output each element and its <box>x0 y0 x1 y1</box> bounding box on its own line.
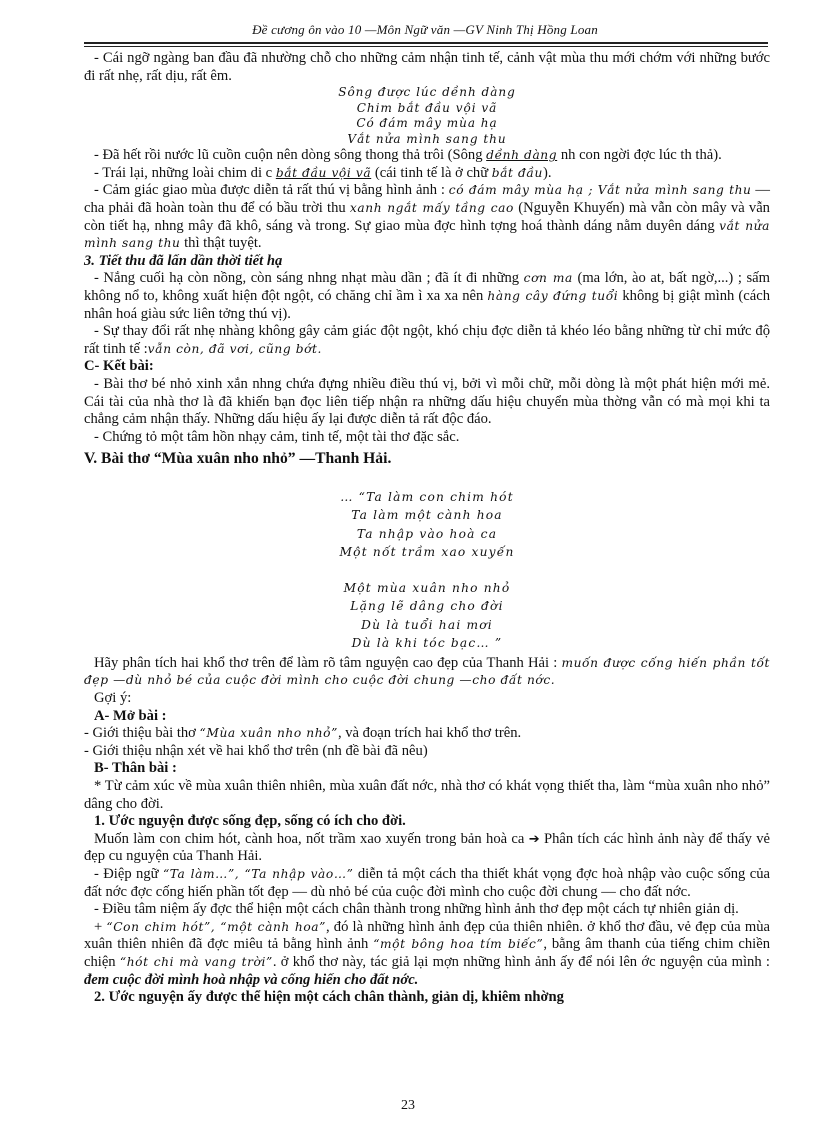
text: - Điệp ngữ <box>94 866 163 882</box>
poem-line: Ta làm một cành hoa <box>351 508 503 523</box>
poem-sang-thu <box>84 85 770 147</box>
emphasis: cơn ma <box>523 271 573 286</box>
paragraph-river <box>84 147 770 165</box>
poem-line: Dù là khi tóc bạc… ” <box>351 636 503 651</box>
heading-goi-y: Gợi ý: <box>94 690 132 707</box>
text: — cha phải đã hoàn toàn thu để có bầu trời thu <box>84 182 770 216</box>
text: . ở khổ thơ này, tác giả lại mợn những hình ảnh ấy để nói lên ớc nguyện của mình : <box>272 953 770 970</box>
poem-mua-xuan-stanza-1 <box>84 488 770 562</box>
text: (cái tinh tế là ở chữ <box>371 164 492 181</box>
emphasis: có đám mây mùa hạ ; Vắt nửa mình sang thu <box>448 183 752 198</box>
paragraph-task <box>84 655 770 690</box>
poem-line: Sông được lúc dềnh dàng <box>338 85 516 100</box>
paragraph-transition <box>84 182 770 252</box>
paragraph-mo-bai-1 <box>84 725 770 743</box>
text: không bị giật mình (cách nhân hoá giàu sức liên tởng thú vị). <box>84 287 770 322</box>
page-header: Đề cương ôn vào 10 —Môn Ngữ văn —GV Ninh Thị Hồng Loan <box>252 22 598 37</box>
poem-line: Một nốt trầm xao xuyến <box>339 545 515 560</box>
heading-2: 2. Ước nguyện ấy được thể hiện một cách chân thành, giản dị, khiêm nhờng <box>94 989 564 1006</box>
paragraph-intro: - Cái ngỡ ngàng ban đầu đã nhường chỗ cho những cảm nhận tinh tế, cảnh vật mùa thu mới chớm với những bước đi rất nhẹ, rất dịu, rất êm. <box>84 50 770 84</box>
section-v-title: V. Bài thơ “Mùa xuân nho nhỏ” —Thanh Hải. <box>84 450 392 468</box>
text: - Giới thiệu bài thơ <box>84 725 200 742</box>
text: Hãy phân tích hai khổ thơ trên để làm rõ tâm nguyện cao đẹp của Thanh Hải : <box>94 654 562 671</box>
page-content <box>84 50 770 1007</box>
text: diễn tả một cách tha thiết khát vọng đợc hoà nhập vào cuộc sống của đất nớc đợc cống hiến phần tốt đẹp — dù nhỏ bé của cuộc đời mình cho cuộc đời chung — cho đất nớc. <box>84 866 770 900</box>
poem-mua-xuan-stanza-2 <box>84 579 770 653</box>
text: - Cảm giác giao mùa được diễn tả rất thú vị bằng hình ảnh : <box>94 182 449 199</box>
text: + <box>94 918 107 935</box>
emphasis: vẫn còn, đã vơi, cũng bớt. <box>147 341 322 356</box>
emphasis: “Ta làm…”, “Ta nhập vào…” <box>162 867 354 881</box>
emphasis: bắt đầu vội vã <box>275 165 372 180</box>
text: , và đoạn trích hai khổ thơ trên. <box>337 725 522 742</box>
heading-than-bai: B- Thân bài : <box>94 760 177 777</box>
emphasis: hàng cây đứng tuổi <box>487 288 619 303</box>
poem-line: Lặng lẽ dâng cho đời <box>350 599 504 614</box>
emphasis: “một bông hoa tím biếc” <box>373 937 544 952</box>
arrow-right-icon: ➔ <box>528 831 540 847</box>
paragraph-tam-niem: - Điều tâm niệm ấy đợc thể hiện một cách chân thành trong những hình ảnh thơ đẹp một cách tự nhiên giản dị. <box>94 901 739 918</box>
text: - Đã hết rồi nước lũ cuồn cuộn nên dòng sông thong thả trôi (Sông <box>94 147 487 164</box>
text: Muốn làm con chim hót, cành hoa, nốt trầm xao xuyến trong bản hoà ca <box>94 830 529 847</box>
poem-line: Dù là tuổi hai mơi <box>361 617 493 632</box>
heading-1: 1. Ước nguyện được sống đẹp, sống có ích cho đời. <box>94 813 406 830</box>
text: ). <box>542 164 552 181</box>
paragraph-images <box>84 919 770 989</box>
spacer <box>84 562 770 579</box>
emphasis: muốn được cống hiến phần tốt đẹp —dù nhỏ bé của cuộc đời mình cho cuộc đời chung —cho đất nớc. <box>84 655 770 688</box>
poem-line: Có đám mây mùa hạ <box>356 116 498 131</box>
emphasis: bắt đầu <box>491 165 543 180</box>
paragraph-sunlight <box>84 270 770 323</box>
poem-line: … “Ta làm con chim hót <box>340 489 514 504</box>
strong-emphasis: đem cuộc đời mình hoà nhập và cống hiến cho đất nớc. <box>84 971 419 988</box>
text: (ma lớn, ào at, bất ngờ,...) ; sấm không nổ to, không xuất hiện đột ngột, có chăng chỉ ầm ì xa xa nên <box>84 270 770 304</box>
text: , đó là những hình ảnh đẹp của thiên nhiên. ở khổ thơ đầu, vẻ đẹp của mùa xuân thiên nhiên đã đợc miêu tả bằng hình ảnh <box>84 918 770 953</box>
heading-mo-bai: A- Mở bài : <box>94 707 167 724</box>
poem-line: Một mùa xuân nho nhỏ <box>343 580 511 595</box>
text: , bằng âm thanh của tiếng chim chiền chiện <box>84 936 770 970</box>
text: - Trái lại, những loài chim di c <box>94 164 276 181</box>
paragraph-conclusion-1: - Bài thơ bé nhỏ xinh xắn nhng chứa đựng nhiều điều thú vị, bởi vì mỗi chữ, mỗi dòng là một phát hiện mới mẻ. Cái tài của nhà thơ là đã khiến bạn đọc liên tiếp nhận ra những dấu hiệu chuyển mùa thờng vẫn có mà mọi khi ta chẳng cảm nhận thấy. Những dấu hiệu ấy lại được diễn tả rất độc đáo. <box>84 375 770 428</box>
emphasis: “hót chi mà vang trời” <box>119 954 273 969</box>
emphasis: dềnh dàng <box>486 148 558 163</box>
poem-line: Vắt nửa mình sang thu <box>347 131 507 146</box>
text: - Sự thay đổi rất nhẹ nhàng không gây cảm giác đột ngột, khó chịu đợc diễn tả khéo léo bằng những từ chỉ mức độ rất tinh tế : <box>84 323 770 357</box>
header-rule-thin <box>84 46 768 47</box>
emphasis: vắt nửa mình sang thu <box>84 218 770 251</box>
text: Phân tích các hình ảnh này để thấy vẻ đẹp cu nguyện của Thanh Hải. <box>84 830 770 865</box>
header-rule <box>84 42 768 44</box>
text: - Nắng cuối hạ còn nồng, còn sáng nhng nhạt màu dần ; đã ít đi những <box>94 270 524 287</box>
text: nh con ngời đợc lúc th thả). <box>557 147 722 164</box>
paragraph-diep-ngu <box>84 866 770 901</box>
paragraph-birds <box>84 165 770 183</box>
poem-line: Chim bắt đầu vội vã <box>356 100 498 115</box>
paragraph-than-bai-intro: * Từ cảm xúc về mùa xuân thiên nhiên, mùa xuân đất nớc, nhà thơ có khát vọng thiết tha, làm “mùa xuân nho nhỏ” dâng cho đời. <box>84 778 770 812</box>
heading-conclusion: C- Kết bài: <box>84 358 154 375</box>
paragraph-conclusion-2: - Chứng tỏ một tâm hồn nhạy cảm, tinh tế, một tài thơ đặc sắc. <box>94 428 460 445</box>
emphasis: “Con chim hót”, “một cành hoa” <box>106 919 326 934</box>
emphasis: “Mùa xuân nho nhỏ” <box>199 726 338 741</box>
paragraph-gentle-change <box>84 323 770 358</box>
text: thì thật tuyệt. <box>180 235 262 252</box>
poem-line: Ta nhập vào hoà ca <box>356 526 498 541</box>
heading-3: 3. Tiết thu đã lấn dần thời tiết hạ <box>84 252 283 269</box>
spacer <box>84 468 770 488</box>
page-number: 23 <box>401 1098 415 1113</box>
emphasis: xanh ngắt mấy tầng cao <box>349 200 514 215</box>
paragraph-birds-flowers <box>84 831 770 866</box>
paragraph-mo-bai-2: - Giới thiệu nhận xét về hai khổ thơ trên (nh đề bài đã nêu) <box>84 742 428 759</box>
text: (Nguyễn Khuyến) mà vẫn còn mây và vẫn còn tiết hạ, nhng mây đã khô, sáng và trong. Sự giao mùa đợc hình tợng hoá thành dáng nằm duyên dáng <box>84 199 770 234</box>
